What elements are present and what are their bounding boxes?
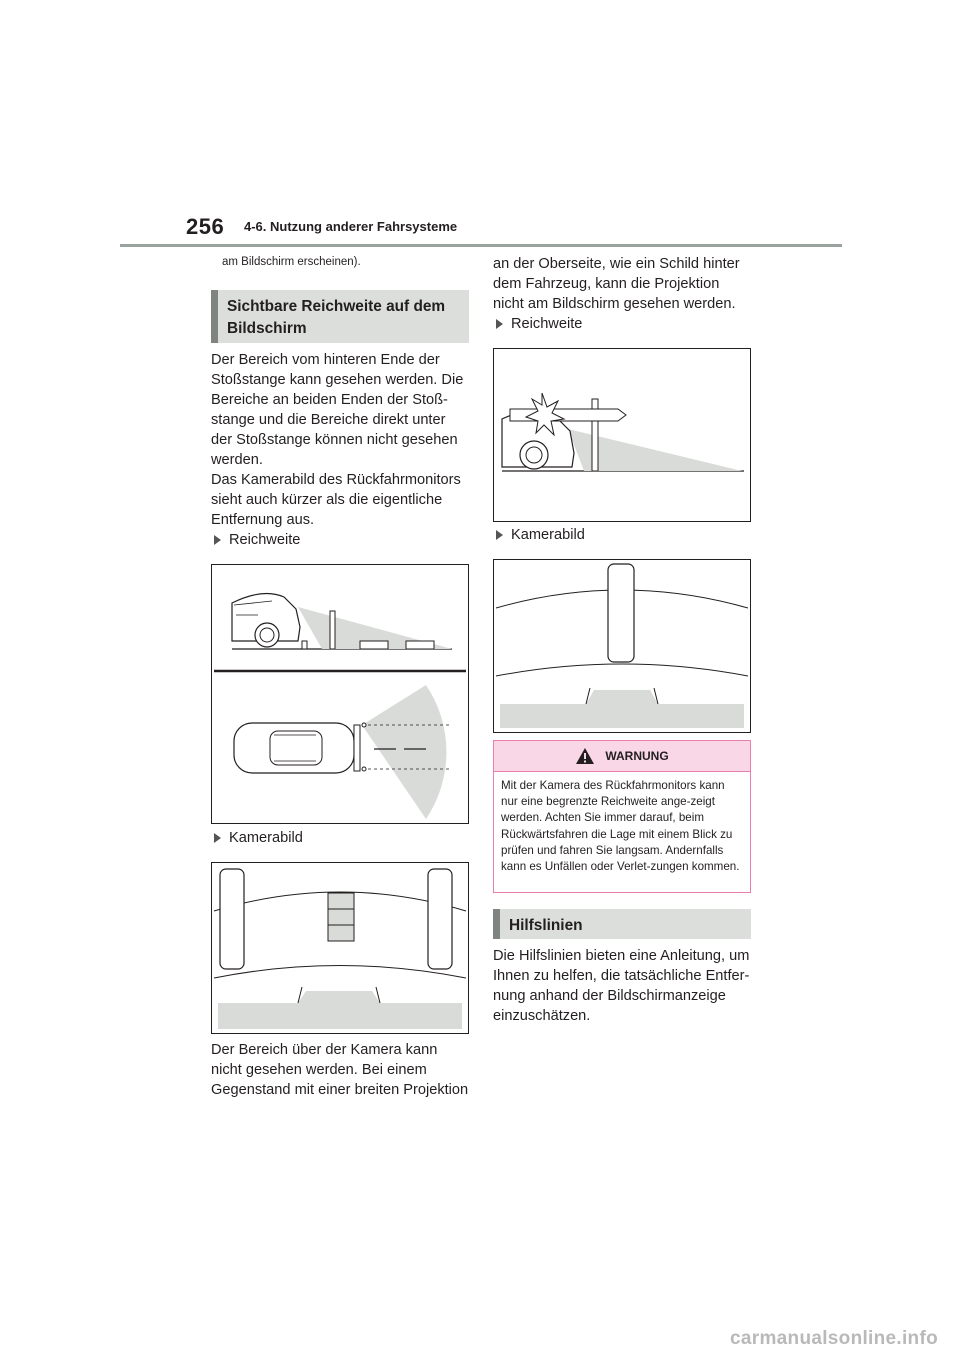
- range-sign-diagram: [494, 349, 750, 521]
- warning-text: Mit der Kamera des Rückfahrmonitors kann nur eine begrenzte Reichweite ange-zeigt werden. Achten Sie immer darauf, beim Rückwärtsfahren die Lage mit einem Blick zu prüfen und fahren Sie langsam. Andernfalls kann es Unfällen oder Verlet-zungen kommen.: [501, 779, 740, 874]
- paragraph-projection: an der Oberseite, wie ein Schild hinter dem Fahrzeug, kann die Projektion nicht am Bildschirm gesehen werden.: [493, 256, 740, 312]
- list-item-range: [214, 532, 300, 548]
- list-item-label: Kamerabild: [229, 830, 303, 846]
- section-heading-guide-lines: Hilfslinien: [493, 909, 751, 939]
- paragraph-visible-range: Der Bereich vom hinteren Ende der Stoßstange kann gesehen werden. Die Bereiche an beiden Enden der Stoß-stange und die Bereiche direkt unter der Stoßstange können nicht gesehen werden.: [211, 352, 464, 468]
- camera-image-diagram-sign: [494, 560, 750, 732]
- warning-triangle-icon: [575, 747, 595, 765]
- page-number: 256: [186, 214, 225, 239]
- chapter-title: 4-6. Nutzung anderer Fahrsysteme: [244, 219, 458, 234]
- figure-camera-right: [493, 559, 751, 733]
- warning-header: [494, 741, 750, 772]
- range-diagram: [212, 565, 468, 823]
- list-item-label: Reichweite: [511, 316, 583, 332]
- header-rule: [120, 244, 842, 247]
- list-item-label: Reichweite: [229, 532, 301, 548]
- list-item-range: [496, 316, 582, 332]
- arrow-bullet-icon: [214, 833, 221, 843]
- figure-range-left: [211, 564, 469, 824]
- arrow-bullet-icon: [496, 530, 503, 540]
- paragraph-above-camera: Der Bereich über der Kamera kann nicht gesehen werden. Bei einem Gegenstand mit einer breiten Projektion: [211, 1042, 469, 1098]
- continued-line: am Bildschirm erscheinen).: [222, 256, 361, 268]
- list-item-camera: [496, 527, 585, 543]
- list-item-label: Kamerabild: [511, 527, 585, 543]
- camera-image-diagram: [212, 863, 468, 1033]
- section-heading-visible-range: Sichtbare Reichweite auf dem Bildschirm: [211, 290, 469, 343]
- arrow-bullet-icon: [496, 319, 503, 329]
- watermark[interactable]: carmanualsonline.info: [730, 1328, 938, 1349]
- list-item-camera: [214, 830, 303, 846]
- paragraph-camera-image-shorter: Das Kamerabild des Rückfahrmonitors sieht auch kürzer als die eigentliche Entfernung aus.: [211, 472, 461, 528]
- paragraph-guide-lines: Die Hilfslinien bieten eine Anleitung, um Ihnen zu helfen, die tatsächliche Entfer-nung anhand der Bildschirmanzeige einzuschätzen.: [493, 948, 750, 1024]
- figure-camera-left: [211, 862, 469, 1034]
- warning-title: WARNUNG: [605, 749, 669, 763]
- warning-box: [493, 740, 751, 893]
- arrow-bullet-icon: [214, 535, 221, 545]
- figure-range-sign: [493, 348, 751, 522]
